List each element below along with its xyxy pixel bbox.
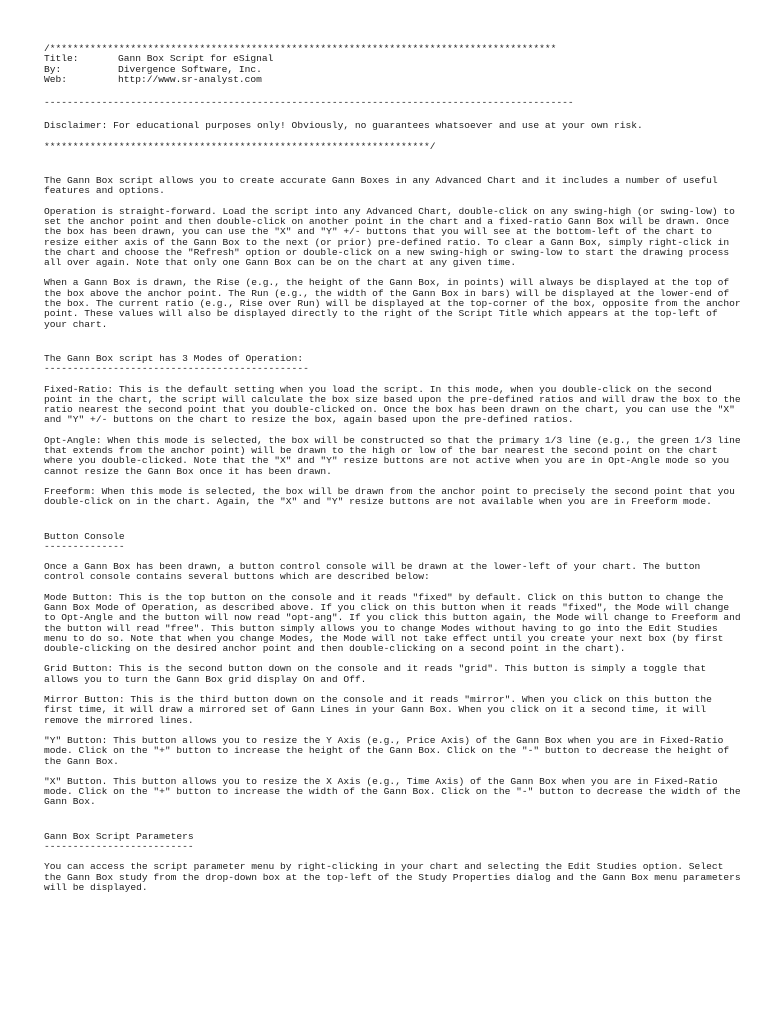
console-heading: Button Console bbox=[44, 530, 125, 542]
console-paragraph: Once a Gann Box has been drawn, a button control console will be drawn at the lower-left of your chart. The button control console contains several buttons which are described below: bbox=[44, 561, 701, 583]
console-paragraph: Mirror Button: This is the third button down on the console and it reads "mirror". When you click on this button the first time, it will draw a mirrored set of Gann Lines in your Gann Box. When you click on it a second time, it will remove the mirrored lines. bbox=[44, 694, 712, 726]
header-field-value: Gann Box Script for eSignal bbox=[118, 53, 274, 65]
disclaimer-text: Disclaimer: For educational purposes only! Obviously, no guarantees whatsoever and use at your own risk. bbox=[44, 120, 643, 132]
header-field-label: Title: bbox=[44, 53, 79, 65]
header-bottom-rule: *******************************************************************/ bbox=[44, 140, 436, 152]
intro-paragraph: Operation is straight-forward. Load the script into any Advanced Chart, double-click on any swing-high (or swing-low) to set the anchor point and then double-click on another point in the chart and a fixed-ratio Gann Box will be drawn. Once the box has been drawn, you can use the "X" and "Y" +/- buttons that you will see at the bottom-left of the chart to resize either axis of the Gann Box to the next (or prior) pre-defined ratio. To clear a Gann Box, simply right-click in the chart and choose the "Refresh" option or double-click on a new swing-high or swing-low to start the drawing process all over again. Note that only one Gann Box can be on the chart at any given time. bbox=[44, 205, 735, 269]
params-heading-underline: -------------------------- bbox=[44, 841, 194, 853]
mode-paragraph: Opt-Angle: When this mode is selected, the box will be constructed so that the primary 1/3 line (e.g., the green 1/3 line that extends from the anchor point) will be drawn to the high or low of the bar nearest the second point on the chart where you double-clicked. Note that the "X" and "Y" resize buttons are not active when you are in Opt-Angle mode so you cannot resize the Gann Box once it has been drawn. bbox=[44, 434, 741, 477]
intro-paragraph: The Gann Box script allows you to create accurate Gann Boxes in any Advanced Chart and it includes a number of useful features and options. bbox=[44, 175, 718, 197]
header-field-value: Divergence Software, Inc. bbox=[118, 63, 262, 75]
mode-paragraph: Fixed-Ratio: This is the default setting when you load the script. In this mode, when you double-click on the second point in the chart, the script will calculate the box size based upon the pre-defined ratios and will draw the box to the ratio nearest the second point that you double-clicked on. Once the box has been drawn on the chart, you can use the "X" and "Y" +/- buttons on the chart to resize the box, again based upon the pre-defined ratios. bbox=[44, 383, 741, 426]
header-mid-rule: -------------------------------------------------------------------------------------------- bbox=[44, 97, 574, 109]
header-web-row bbox=[44, 75, 744, 85]
header-field-label: By: bbox=[44, 63, 62, 75]
header-field-value: http://www.sr-analyst.com bbox=[118, 73, 262, 85]
params-heading: Gann Box Script Parameters bbox=[44, 830, 194, 842]
modes-heading: The Gann Box script has 3 Modes of Operation: bbox=[44, 352, 304, 364]
header-field-label: Web: bbox=[44, 73, 68, 85]
console-paragraph: "X" Button. This button allows you to resize the X Axis (e.g., Time Axis) of the Gann Box when you are in Fixed-Ratio mode. Click on the "+" button to increase the width of the Gann Box. Click on the "-" button to decrease the width of the Gann Box. bbox=[44, 775, 741, 808]
document-page bbox=[44, 44, 744, 893]
intro-paragraph: When a Gann Box is drawn, the Rise (e.g., the height of the Gann Box, in points) will always be displayed at the top of the box above the anchor point. The Run (e.g., the width of the Gann Box in bars) will be displayed at the lower-end of the box. The current ratio (e.g., Rise over Run) will be displayed at the top-corner of the box, opposite from the anchor point. These values will also be displayed directly to the right of the Script Title which appears at the top-left of your chart. bbox=[44, 277, 741, 330]
params-paragraph: You can access the script parameter menu by right-clicking in your chart and selecting the Edit Studies option. Select the Gann Box study from the drop-down box at the top-left of the Study Properties dialog and the Gann Box menu parameters will be displayed. bbox=[44, 861, 741, 893]
modes-heading-underline: ---------------------------------------------- bbox=[44, 363, 309, 375]
console-paragraph: Mode Button: This is the top button on the console and it reads "fixed" by default. Click on this button to change the Gann Box Mode of Operation, as described above. If you click on this button when it reads "fixed", the Mode will change to Opt-Angle and the button will now read "opt-ang". If you click this button again, the Mode will change to Freeform and the button will read "free". This button simply allows you to change Modes without having to go into the Edit Studies menu to do so. Note that when you change Modes, the Mode will not take effect until you create your next box (by first double-clicking on the desired anchor point and then double-clicking on a second point in the chart). bbox=[44, 591, 741, 655]
console-paragraph: Grid Button: This is the second button down on the console and it reads "grid". This button is simply a toggle that allows you to turn the Gann Box grid display On and Off. bbox=[44, 663, 707, 685]
console-paragraph: "Y" Button: This button allows you to resize the Y Axis (e.g., Price Axis) of the Gann Box when you are in Fixed-Ratio mode. Click on the "+" button to increase the height of the Gann Box. Click on the "-" button to decrease the height of the Gann Box. bbox=[44, 734, 730, 767]
header-top-rule: /**************************************************************************************** bbox=[44, 43, 557, 54]
console-heading-underline: -------------- bbox=[44, 540, 125, 552]
mode-paragraph: Freeform: When this mode is selected, the box will be drawn from the anchor point to precisely the second point that you double-click on in the chart. Again, the "X" and "Y" resize buttons are not available when you are in Freeform mode. bbox=[44, 485, 735, 508]
